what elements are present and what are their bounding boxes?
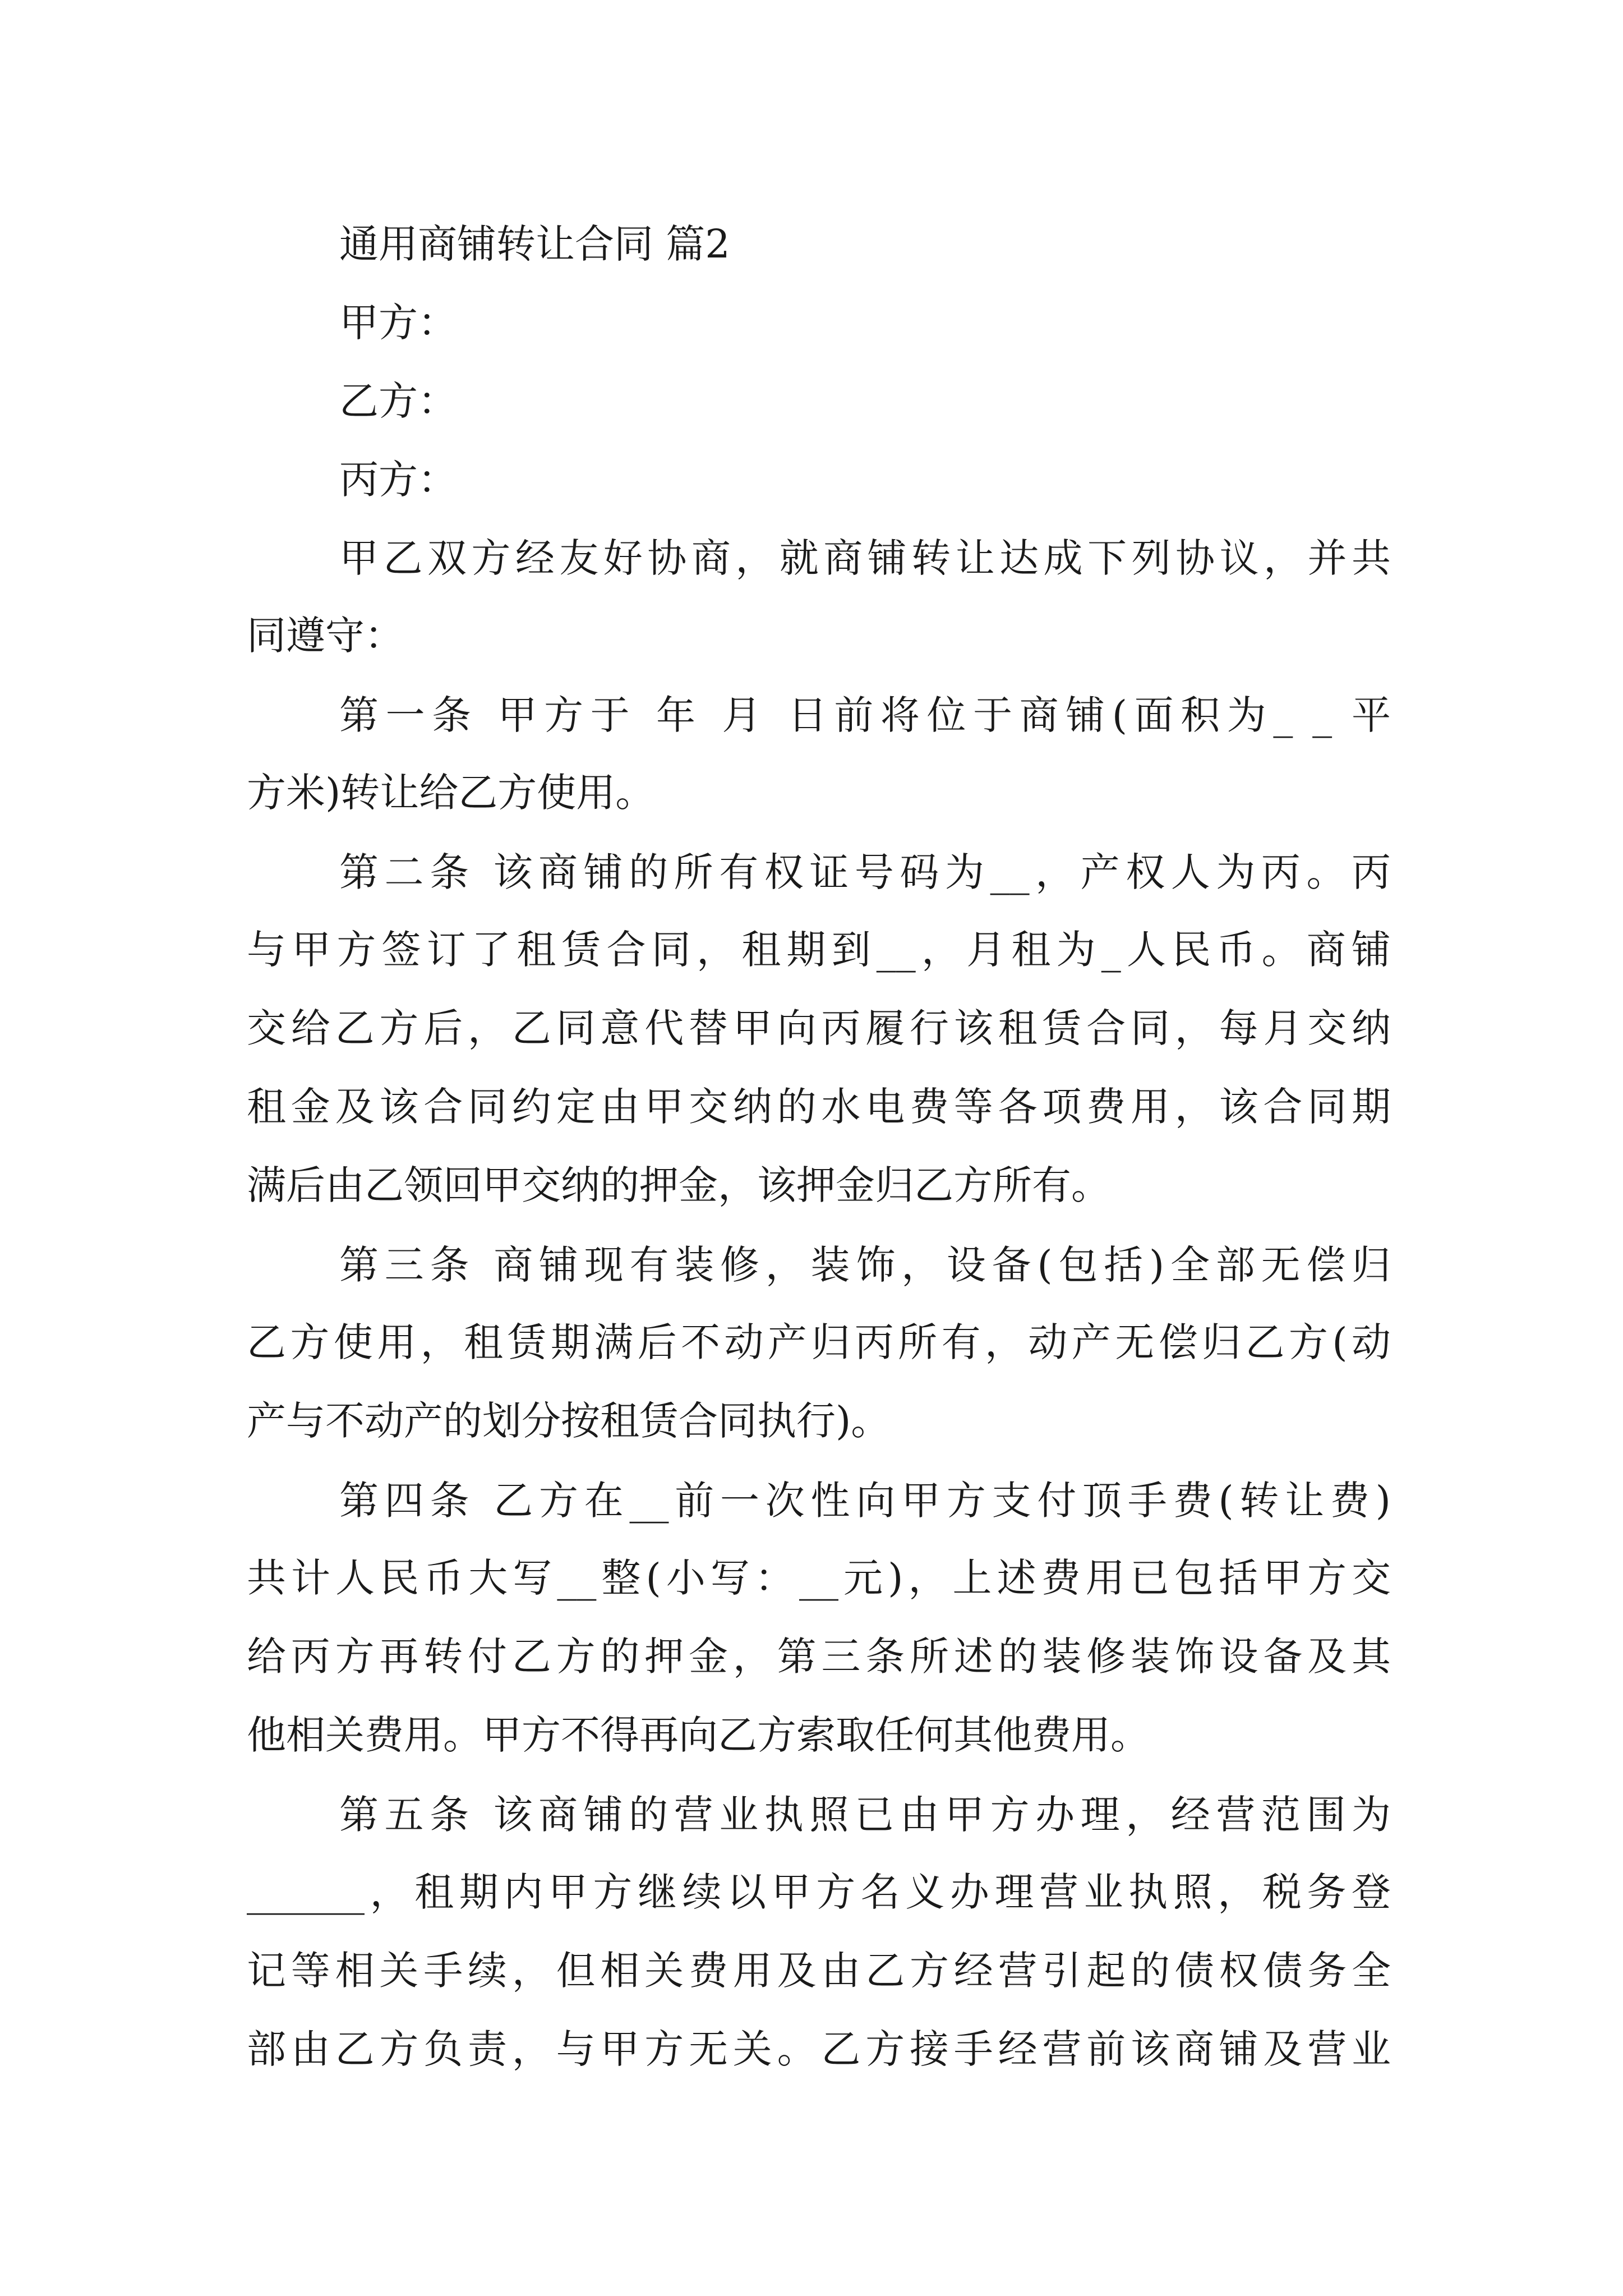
paragraph-line: 记等相关手续，但相关费用及由乙方经营引起的债权债务全 — [247, 1948, 1391, 1994]
document-title: 通用商铺转让合同 篇2 — [339, 221, 730, 267]
party-b-line: 乙方： — [339, 378, 457, 424]
paragraph-line: 同遵守： — [247, 613, 404, 659]
paragraph-line: 方米)转让给乙方使用。 — [247, 770, 655, 816]
paragraph-line: ______，租期内甲方继续以甲方名义办理营业执照，税务登 — [247, 1869, 1391, 1915]
paragraph-line: 乙方使用，租赁期满后不动产归丙所有，动产无偿归乙方(动 — [247, 1319, 1391, 1365]
paragraph-line: 交给乙方后，乙同意代替甲向丙履行该租赁合同，每月交纳 — [247, 1005, 1391, 1051]
paragraph-line: 给丙方再转付乙方的押金，第三条所述的装修装饰设备及其 — [247, 1634, 1391, 1680]
paragraph-line: 产与不动产的划分按租赁合同执行)。 — [247, 1398, 891, 1444]
paragraph-line: 共计人民币大写__整(小写：__元)，上述费用已包括甲方交 — [247, 1555, 1391, 1601]
party-c-line: 丙方： — [339, 457, 457, 503]
paragraph-line: 与甲方签订了租赁合同，租期到__，月租为_人民币。商铺 — [247, 927, 1391, 973]
paragraph-line: 租金及该合同约定由甲交纳的水电费等各项费用，该合同期 — [247, 1084, 1391, 1130]
paragraph-line: 甲乙双方经友好协商，就商铺转让达成下列协议，并共 — [339, 535, 1391, 581]
paragraph-line: 部由乙方负责，与甲方无关。乙方接手经营前该商铺及营业 — [247, 2026, 1391, 2072]
paragraph-line: 第二条 该商铺的所有权证号码为__，产权人为丙。丙 — [339, 849, 1391, 895]
paragraph-line: 满后由乙领回甲交纳的押金，该押金归乙方所有。 — [247, 1162, 1110, 1208]
paragraph-line: 第三条 商铺现有装修，装饰，设备(包括)全部无偿归 — [339, 1242, 1391, 1288]
paragraph-line: 第五条 该商铺的营业执照已由甲方办理，经营范围为 — [339, 1792, 1391, 1838]
paragraph-line: 第四条 乙方在__前一次性向甲方支付顶手费(转让费) — [339, 1478, 1391, 1524]
paragraph-line: 他相关费用。甲方不得再向乙方索取任何其他费用。 — [247, 1712, 1150, 1758]
paragraph-line: 第一条 甲方于 年 月 日前将位于商铺(面积为_ _ 平 — [339, 692, 1391, 738]
party-a-line: 甲方： — [339, 300, 457, 346]
